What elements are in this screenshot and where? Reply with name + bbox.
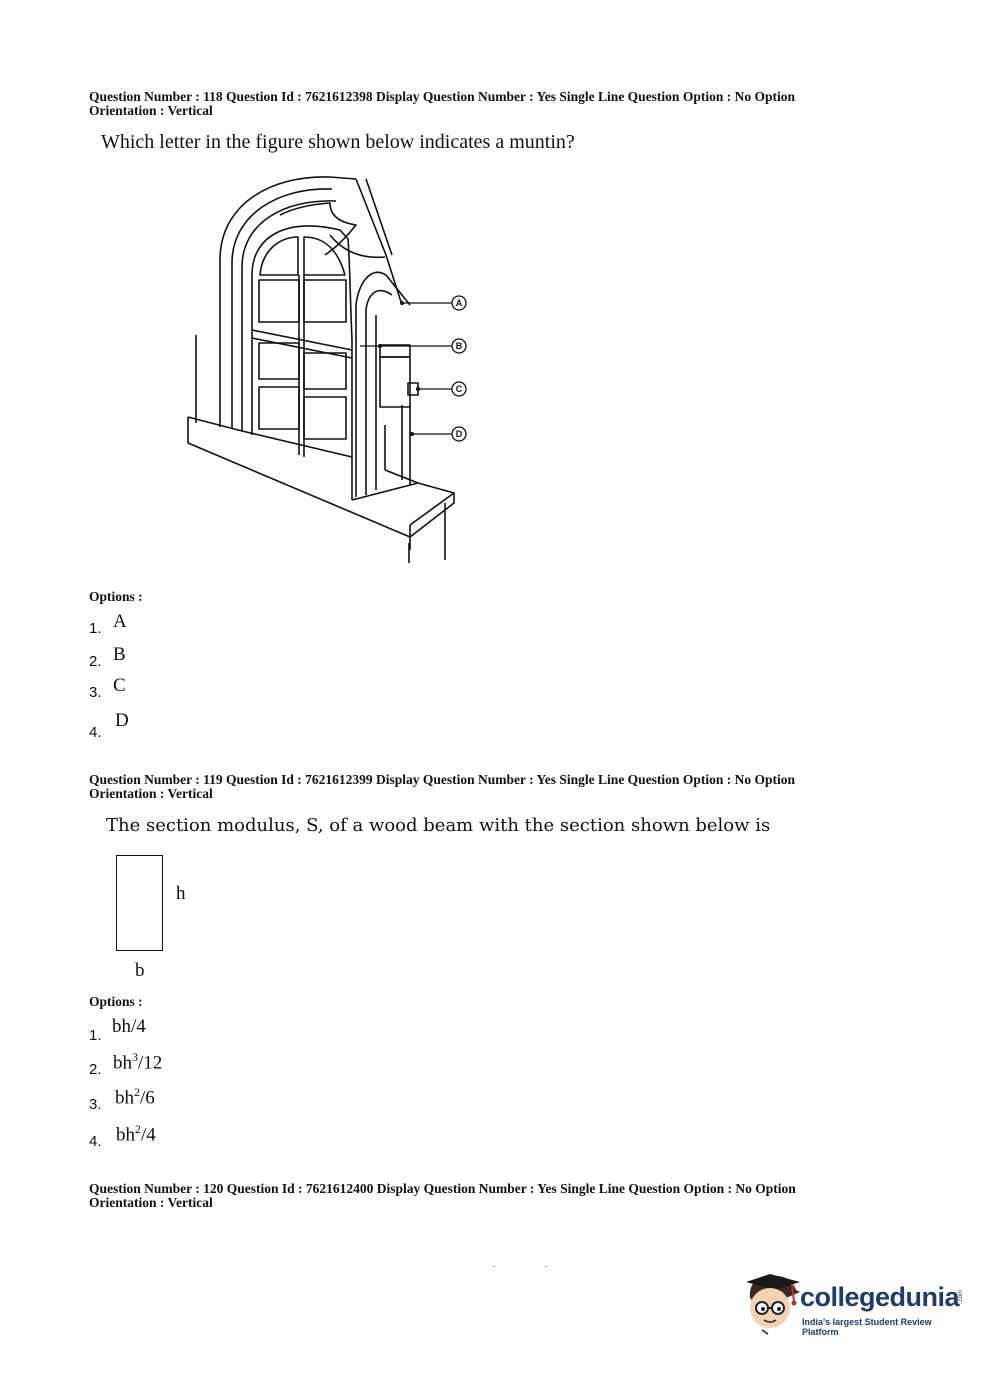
q119-option-1-number: 1.	[89, 1027, 102, 1044]
q118-question-text: Which letter in the figure shown below indicates a muntin?	[101, 131, 575, 153]
q118-option-3: C	[113, 675, 126, 696]
q119-option-2	[113, 1050, 162, 1074]
q119-option-3	[115, 1085, 155, 1109]
q118-option-1-number: 1.	[89, 620, 102, 637]
q120-meta-line2: Orientation : Vertical	[89, 1195, 213, 1210]
q119-meta	[89, 773, 795, 801]
q119-meta-line1: Question Number : 119 Question Id : 7621612399 Display Question Number : Yes Single Line Question Option : No Option	[89, 772, 795, 787]
q119-question-text: The section modulus, S, of a wood beam with the section shown below is	[106, 815, 771, 836]
collegedunia-logo	[740, 1268, 970, 1338]
q118-meta-line1: Question Number : 118 Question Id : 7621612398 Display Question Number : Yes Single Line Question Option : No Option	[89, 89, 795, 104]
q118-meta-line2: Orientation : Vertical	[89, 103, 213, 118]
q119-option-3-number: 3.	[89, 1096, 102, 1113]
q120-meta-line1: Question Number : 120 Question Id : 7621612400 Display Question Number : Yes Single Line Question Option : No Option	[89, 1181, 796, 1196]
q119-options-label: Options :	[89, 994, 143, 1009]
q119-option-3-exponent: 2	[134, 1085, 140, 1099]
q119-option-3-base: bh	[115, 1087, 134, 1109]
beam-section-rectangle	[116, 855, 163, 951]
collegedunia-tagline: India's largest Student Review Platform	[802, 1317, 932, 1337]
collegedunia-wordmark: collegedunia	[800, 1282, 960, 1312]
q118-option-4-number: 4.	[89, 724, 102, 741]
q120-meta	[89, 1182, 796, 1210]
q119-option-2-exponent: 3	[132, 1050, 138, 1064]
q118-meta	[89, 90, 795, 118]
q119-option-4-base: bh	[116, 1124, 135, 1146]
q118-option-4: D	[115, 710, 129, 731]
dimension-b-label: b	[135, 960, 145, 981]
q118-options-label: Options :	[89, 589, 143, 604]
q118-option-2: B	[113, 644, 126, 665]
q119-option-3-tail: /6	[140, 1087, 155, 1109]
q119-option-2-number: 2.	[89, 1061, 102, 1078]
q119-option-1-base: bh/4	[112, 1016, 146, 1037]
window-figure	[180, 165, 480, 565]
q119-meta-line2: Orientation : Vertical	[89, 786, 213, 801]
q119-option-4-number: 4.	[89, 1133, 102, 1150]
callout-a: A	[455, 298, 463, 308]
callout-d: D	[455, 429, 463, 439]
q118-option-2-number: 2.	[89, 653, 102, 670]
speck	[493, 1266, 495, 1267]
speck	[545, 1266, 547, 1267]
collegedunia-com: .com	[958, 1290, 964, 1304]
q118-option-3-number: 3.	[89, 684, 102, 701]
q118-option-1: A	[113, 611, 127, 632]
callout-c: C	[455, 384, 463, 394]
callout-b: B	[455, 341, 463, 351]
dimension-h-label: h	[176, 883, 186, 904]
q119-option-1	[112, 1016, 146, 1038]
q119-option-2-tail: /12	[138, 1052, 163, 1074]
q119-option-4-exponent: 2	[135, 1122, 141, 1136]
q119-option-4-tail: /4	[141, 1124, 156, 1146]
mascot-icon	[740, 1268, 802, 1338]
q119-option-2-base: bh	[113, 1052, 132, 1074]
q119-option-4	[116, 1122, 156, 1146]
